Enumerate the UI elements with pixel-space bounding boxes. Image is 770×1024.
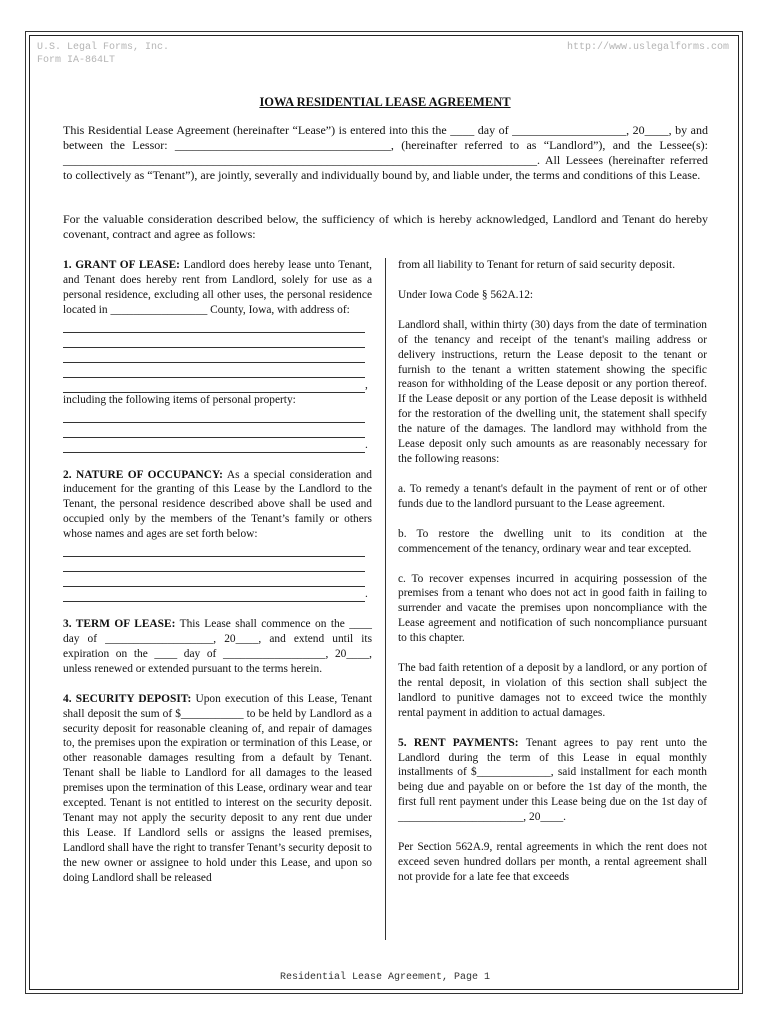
address-line[interactable]: [63, 348, 365, 363]
property-line[interactable]: [63, 408, 365, 423]
iowa-code-reference: Under Iowa Code § 562A.12:: [398, 288, 534, 301]
deposit-continuation: from all liability to Tenant for return of said security deposit.: [398, 259, 676, 271]
section-body: Upon execution of this Lease, Tenant shall deposit the sum of $___________ to be held by Landlord as a security deposit for reasonable cleaning of, and repair of damages to, the premises upon the expiration or termination of this Lease, or other reasonable damages resulting from a default by Tenant. Tenant shall be liable to Landlord for all damages to the leased premises upon the termination of this Lease, ordinary wear and tear excepted. Tenant is not entitled to interest on the security deposit. Tenant may not apply the security deposit to any rent due under this Lease. If Landlord sells or assigns the leased premises, Landlord shall have the right to transfer Tenant’s security deposit to the new owner or assignee to hold under this Lease, and upon so doing Landlord shall be released: [63, 692, 372, 884]
section-grant-of-lease: [63, 258, 372, 318]
consideration-paragraph: For the valuable consideration described below, the sufficiency of which is hereby acknowledged, Landlord and Tenant do hereby covenant, contract and agree as follows:: [63, 212, 708, 241]
section-heading: 5. RENT PAYMENTS:: [398, 736, 519, 749]
punctuation: .: [365, 588, 368, 601]
publisher-header: [37, 41, 169, 67]
section-heading: 3. TERM OF LEASE:: [63, 618, 176, 631]
bad-faith-retention: The bad faith retention of a deposit by a landlord, or any portion of the rental deposit, in violation of this section shall subject the landlord to punitive damages not to exceed twice the monthly rental payment in addition to actual damages.: [398, 662, 707, 719]
right-column: [398, 258, 707, 885]
punctuation: .: [365, 438, 368, 451]
address-line[interactable]: [63, 378, 372, 393]
occupant-line[interactable]: [63, 572, 365, 587]
reason-a: a. To remedy a tenant's default in the payment of rent or of other funds due to the landlord pursuant to the Lease agreement.: [398, 482, 707, 510]
form-id: Form IA-864LT: [37, 55, 116, 66]
occupant-line[interactable]: [63, 557, 365, 572]
property-line[interactable]: [63, 438, 372, 453]
document-title: IOWA RESIDENTIAL LEASE AGREEMENT: [259, 95, 511, 109]
publisher-name: U.S. Legal Forms, Inc.: [37, 42, 170, 53]
section-body: As a special consideration and inducement for the granting of this Lease by the Landlord to the Tenant, the personal residence described above shall be used and occupied only by the members of the Tenant’s family or others whose names and ages are set forth below:: [63, 468, 372, 541]
reason-c: c. To recover expenses incurred in acquiring possession of the premises from a tenant who does not act in good faith in failing to surrender and vacate the premises upon noncompliance with the Lease agreement and notification of such noncompliance pursuant to this chapter.: [398, 572, 707, 645]
section-security-deposit: [63, 692, 372, 886]
occupant-line[interactable]: [63, 587, 372, 602]
section-rent-payments: [398, 736, 707, 825]
left-column: [63, 258, 372, 885]
deposit-return-terms: Landlord shall, within thirty (30) days from the date of termination of the tenancy and receipt of the tenant's mailing address or delivery instructions, return the Lease deposit to the tenant or furnish to the tenant a written statement showing the specific reason for withholding of the Lease deposit or any portion thereof. If the Lease deposit or any portion of the Lease deposit is withheld for the restoration of the dwelling unit, the statement shall specify the nature of the damages. The landlord may withhold from the Lease deposit only such amounts as are reasonably necessary for the following reasons:: [398, 318, 707, 465]
section-term-of-lease: [63, 617, 372, 677]
occupant-line[interactable]: [63, 542, 365, 557]
column-divider: [385, 258, 386, 940]
page-footer: Residential Lease Agreement, Page 1: [279, 972, 491, 983]
late-fee-paragraph: Per Section 562A.9, rental agreements in which the rent does not exceed seven hundred dollars per month, a rental agreement shall not provide for a late fee that exceeds: [398, 841, 707, 883]
section-heading: 1. GRANT OF LEASE:: [63, 259, 180, 271]
section-body: Tenant agrees to pay rent unto the Landlord during the term of this Lease in equal monthly installments of $_____________, said installment for each month being due and payable on or before the 1st day of the month, the first full rent payment under this Lease being due on the 1st day of ______________________, 20____.: [398, 736, 708, 824]
intro-paragraph: This Residential Lease Agreement (hereinafter “Lease”) is entered into this the ____ day of ___________________, 20____, by and between the Lessor: ____________________________________, (hereinafter referred to as “Landlord”), and the Lessee(s): _______________________________________________________________________________. All Lessees (hereinafter referred to collectively as “Tenant”), are jointly, severally and individually bound by, and liable under, the terms and conditions of this Lease.: [63, 123, 708, 182]
punctuation: ,: [365, 378, 368, 391]
section-nature-of-occupancy: [63, 468, 372, 543]
personal-property-label: including the following items of personal property:: [63, 393, 296, 406]
address-line[interactable]: [63, 333, 365, 348]
address-line[interactable]: [63, 363, 365, 378]
address-line[interactable]: [63, 318, 365, 333]
property-line[interactable]: [63, 423, 365, 438]
section-body: This Lease shall commence on the ____ day of ___________________, 20____, and extend until its expiration on the ____ day of __________________, 20____, unless renewed or extended pursuant to the terms herein.: [63, 618, 372, 675]
section-heading: 4. SECURITY DEPOSIT:: [63, 692, 192, 705]
publisher-url[interactable]: http://www.uslegalforms.com: [566, 42, 729, 53]
section-heading: 2. NATURE OF OCCUPANCY:: [63, 468, 223, 481]
section-body: Landlord does hereby lease unto Tenant, and Tenant does hereby rent from Landlord, solely for use as a personal residence, excluding all other uses, the personal residence located in _________________ County, Iowa, with address of:: [63, 259, 372, 316]
reason-b: b. To restore the dwelling unit to its condition at the commencement of the tenancy, ordinary wear and tear excepted.: [398, 527, 707, 555]
